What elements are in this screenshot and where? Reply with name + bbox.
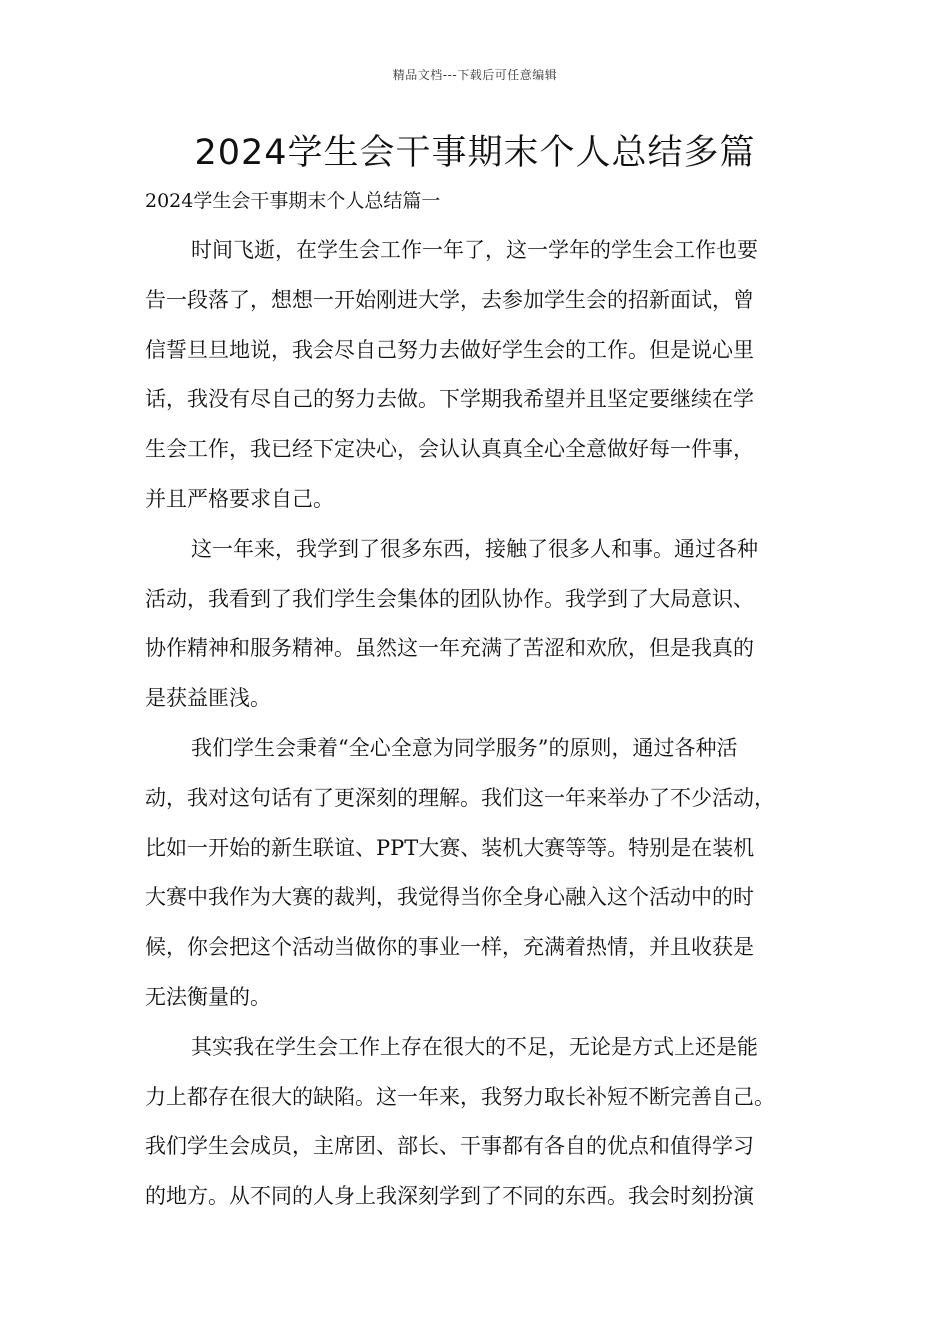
paragraph-line: 是获益匪浅。 (145, 686, 271, 711)
paragraph-line: 大赛中我作为大赛的裁判，我觉得当你全身心融入这个活动中的时 (145, 885, 754, 910)
paragraph-line: 协作精神和服务精神。虽然这一年充满了苦涩和欢欣，但是我真的 (145, 636, 754, 661)
document-body (145, 226, 815, 1222)
paragraph-line: 的地方。从不同的人身上我深刻学到了不同的东西。我会时刻扮演 (145, 1184, 754, 1209)
paragraph-line: 无法衡量的。 (145, 984, 271, 1009)
section-heading: 2024学生会干事期末个人总结篇一 (145, 190, 441, 212)
paragraph-line: 我们学生会秉着“全心全意为同学服务”的原则，通过各种活 (191, 735, 738, 760)
paragraph-line: 活动，我看到了我们学生会集体的团队协作。我学到了大局意识、 (145, 586, 754, 611)
paragraph-line: 动，我对这句话有了更深刻的理解。我们这一年来举办了不少活动， (145, 785, 775, 810)
paragraph (145, 226, 815, 525)
paragraph-line: 其实我在学生会工作上存在很大的不足，无论是方式上还是能 (191, 1034, 758, 1059)
paragraph-line: 告一段落了，想想一开始刚进大学，去参加学生会的招新面试，曾 (145, 287, 754, 312)
paragraph-line: 生会工作，我已经下定决心，会认认真真全心全意做好每一件事， (145, 437, 754, 462)
paragraph-line: 候，你会把这个活动当做你的事业一样，充满着热情，并且收获是 (145, 935, 754, 960)
paragraph (145, 525, 815, 724)
paragraph-line: 力上都存在很大的缺陷。这一年来，我努力取长补短不断完善自己。 (145, 1084, 775, 1109)
paragraph-line: 这一年来，我学到了很多东西，接触了很多人和事。通过各种 (191, 536, 758, 561)
paragraph (145, 1023, 815, 1222)
paragraph-line: 我们学生会成员，主席团、部长、干事都有各自的优点和值得学习 (145, 1134, 754, 1159)
paragraph-line: 时间飞逝，在学生会工作一年了，这一学年的学生会工作也要 (191, 238, 758, 262)
document-title: 2024学生会干事期末个人总结多篇 (194, 133, 756, 173)
paragraph (145, 724, 815, 1023)
paragraph-line: 信誓旦旦地说，我会尽自己努力去做好学生会的工作。但是说心里 (145, 337, 754, 362)
paragraph-line: 话，我没有尽自己的努力去做。下学期我希望并且坚定要继续在学 (145, 387, 754, 412)
paragraph-line: 比如一开始的新生联谊、PPT大赛、装机大赛等等。特别是在装机 (145, 835, 755, 860)
paragraph-line: 并且严格要求自己。 (145, 486, 334, 511)
header-note: 精品文档---下载后可任意编辑 (392, 68, 558, 82)
